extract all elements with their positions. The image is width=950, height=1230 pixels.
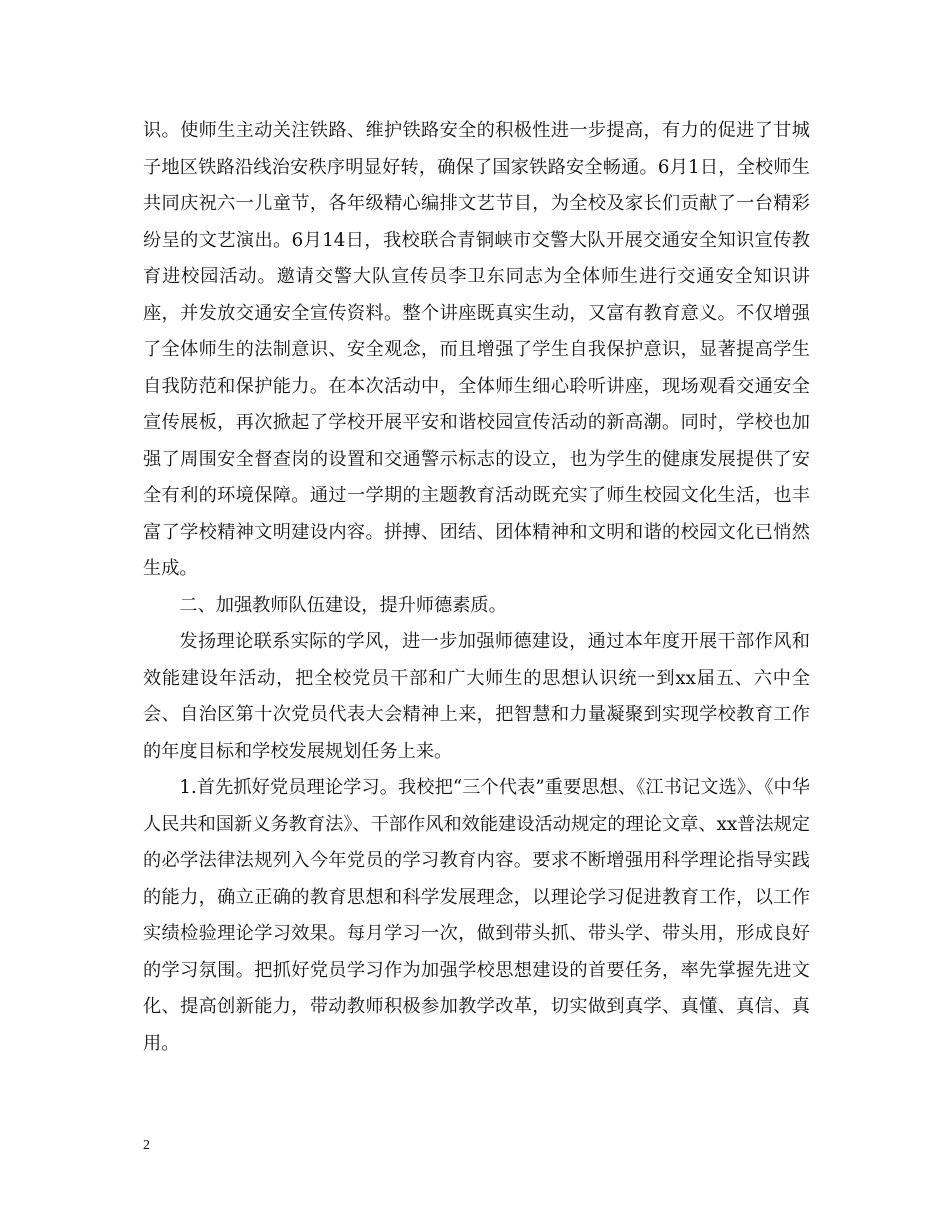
page-number: 2 [143, 1138, 150, 1153]
paragraph-continuation: 识。使师生主动关注铁路、维护铁路安全的积极性进一步提高，有力的促进了甘城子地区铁路沿线治安秩序明显好转，确保了国家铁路安全畅通。6月1日，全校师生共同庆祝六一儿童节，各年级精心编排文艺节目，为全校及家长们贡献了一台精彩纷呈的文艺演出。6月14日，我校联合青铜峡市交警大队开展交通安全知识宣传教育进校园活动。邀请交警大队宣传员李卫东同志为全体师生进行交通安全知识讲座，并发放交通安全宣传资料。整个讲座既真实生动，又富有教育意义。不仅增强了全体师生的法制意识、安全观念，而且增强了学生自我保护意识，显著提高学生自我防范和保护能力。在本次活动中，全体师生细心聆听讲座，现场观看交通安全宣传展板，再次掀起了学校开展平安和谐校园宣传活动的新高潮。同时，学校也加强了周围安全督查岗的设置和交通警示标志的设立，也为学生的健康发展提供了安全有利的环境保障。通过一学期的主题教育活动既充实了师生校园文化生活，也丰富了学校精神文明建设内容。拼搏、团结、团体精神和文明和谐的校园文化已悄然生成。 [143, 120, 810, 579]
paragraph-item-1: 1.首先抓好党员理论学习。我校把“三个代表”重要思想、《江书记文选》、《中华人民共和国新义务教育法》、干部作风和效能建设活动规定的理论文章、xx普法规定的必学法律法规列入今年党员的学习教育内容。要求不断增强用科学理论指导实践的能力，确立正确的教育思想和科学发展理念，以理论学习促进教育工作，以工作实绩检验理论学习效果。每月学习一次，做到带头抓、带头学、带头用，形成良好的学习氛围。把抓好党员学习作为加强学校思想建设的首要任务，率先掌握先进文化、提高创新能力，带动教师积极参加教学改革，切实做到真学、真懂、真信、真用。 [143, 777, 810, 1054]
body-text [143, 113, 810, 1062]
paragraph-intro: 发扬理论联系实际的学风，进一步加强师德建设，通过本年度开展干部作风和效能建设年活动，把全校党员干部和广大师生的思想认识统一到xx届五、六中全会、自治区第十次党员代表大会精神上来，把智慧和力量凝聚到实现学校教育工作的年度目标和学校发展规划任务上来。 [143, 631, 810, 762]
section-heading: 二、加强教师队伍建设，提升师德素质。 [179, 594, 507, 616]
